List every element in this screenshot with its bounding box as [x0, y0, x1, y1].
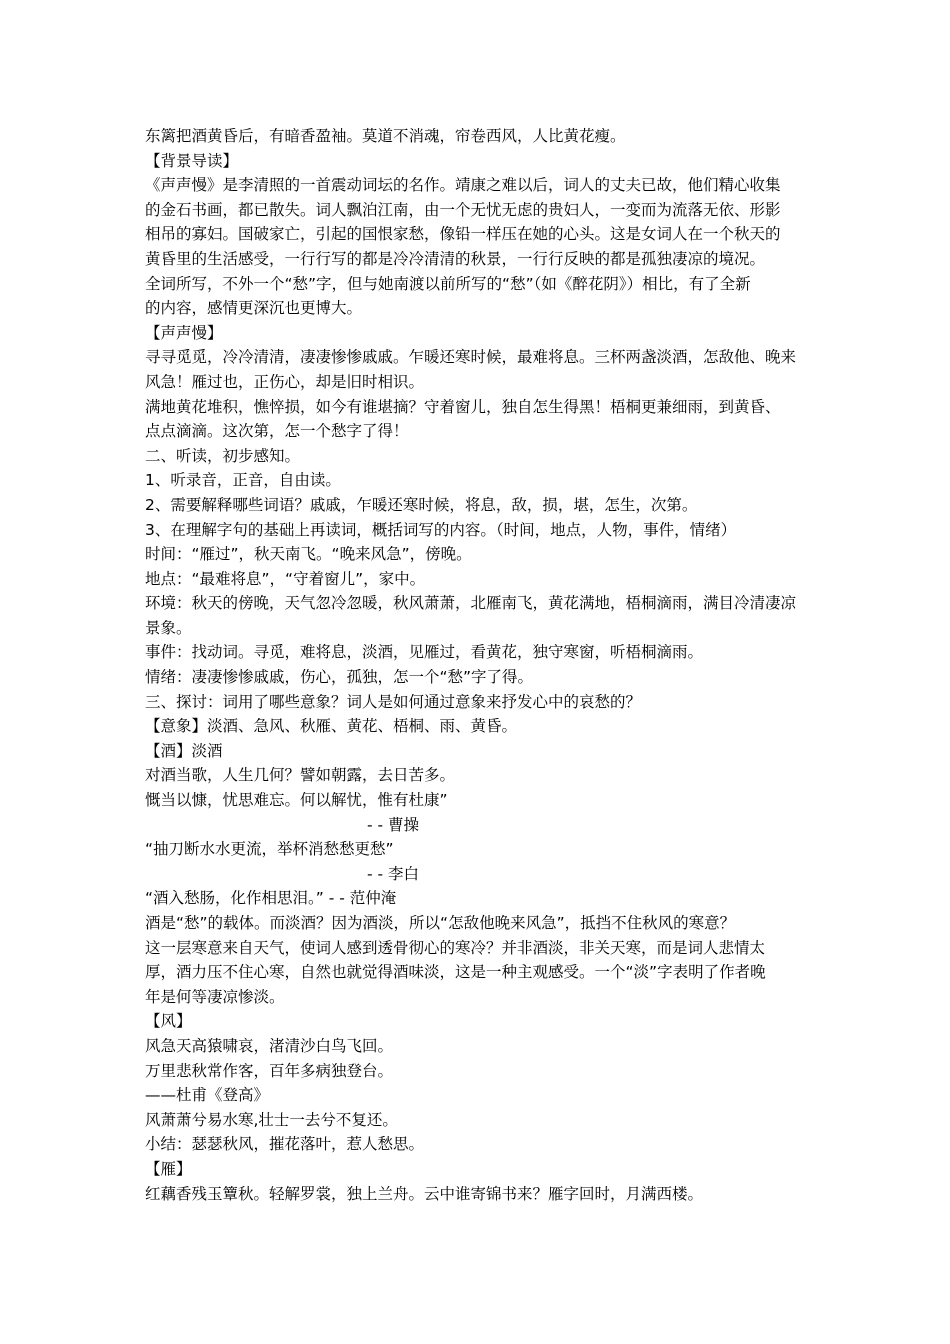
quote-line: 对酒当歌，人生几何？譬如朝露，去日苦多。: [145, 766, 456, 785]
subsection-heading-wind: 【风】: [145, 1012, 192, 1031]
paragraph-line: 全词所写，不外一个“愁”字，但与她南渡以前所写的“愁”（如《醉花阴》）相比，有了全新: [145, 274, 751, 293]
paragraph-line: 事件：找动词。寻觅，难将息，淡酒，见雁过，看黄花，独守寒窗，听梧桐滴雨。: [145, 643, 704, 662]
quote-line: “酒入愁肠，化作相思泪。” - - 范仲淹: [145, 889, 397, 908]
paragraph-line: 【意象】淡酒、急风、秋雁、黄花、梧桐、雨、黄昏。: [145, 717, 518, 736]
poem-line: 寻寻觅觅，冷冷清清，凄凄惨惨戚戚。乍暖还寒时候，最难将息。三杯两盏淡酒，怎敌他、晚来: [145, 348, 797, 367]
paragraph-line: 时间：“雁过”，秋天南飞。“晚来风急”，傍晚。: [145, 545, 472, 564]
paragraph-line: 相吊的寡妇。国破家亡，引起的国恨家愁，像铅一样压在她的心头。这是女词人在一个秋天的: [145, 225, 781, 244]
section-heading: 三、探讨：词用了哪些意象？词人是如何通过意象来抒发心中的哀愁的？: [145, 692, 642, 711]
poem-line: 点点滴滴。这次第，怎一个愁字了得！: [145, 422, 409, 441]
paragraph-line: 景象。: [145, 618, 192, 637]
quote-line: 红藕香残玉簟秋。轻解罗裳，独上兰舟。云中谁寄锦书来？雁字回时，月满西楼。: [145, 1184, 704, 1203]
quote-attribution: ——杜甫《登高》: [145, 1086, 270, 1105]
quote-line: 万里悲秋常作客，百年多病独登台。: [145, 1061, 394, 1080]
paragraph-line: 酒是“愁”的载体。而淡酒？因为酒淡，所以“怎敌他晚来风急”，抵挡不住秋风的寒意？: [145, 914, 736, 932]
section-heading-poem: 【声声慢】: [145, 323, 223, 342]
quote-attribution: - - 曹操: [367, 815, 420, 834]
list-item: 2、需要解释哪些词语？戚戚，乍暖还寒时候，将息，敌，损，堪，怎生，次第。: [145, 495, 698, 514]
paragraph-line: 地点：“最难将息”，“守着窗儿”，家中。: [145, 569, 426, 588]
quote-attribution: - - 李白: [367, 864, 420, 883]
section-heading-background: 【背景导读】: [145, 151, 239, 170]
quote-line: “抽刀断水水更流，举杯消愁愁更愁”: [145, 840, 394, 859]
paragraph-line: 这一层寒意来自天气，使词人感到透骨彻心的寒冷？并非酒淡，非关天寒，而是词人悲情太: [145, 938, 766, 957]
subsection-heading-wine: 【酒】淡酒: [145, 741, 223, 760]
paragraph-line: 厚，酒力压不住心寒，自然也就觉得酒味淡，这是一种主观感受。一个“淡”字表明了作者晚: [145, 963, 766, 982]
section-heading: 二、听读，初步感知。: [145, 446, 301, 465]
quote-line: 风急天高猿啸哀，渚清沙白鸟飞回。: [145, 1036, 394, 1055]
list-item: 1、听录音，正音，自由读。: [145, 471, 341, 490]
paragraph-line: 的内容，感情更深沉也更博大。: [145, 299, 363, 318]
poem-line: 满地黄花堆积，憔悴损，如今有谁堪摘？守着窗儿，独自怎生得黑！梧桐更兼细雨，到黄昏、: [145, 397, 781, 416]
quote-line: 慨当以慷，忧思难忘。何以解忧，惟有杜康”: [145, 791, 448, 810]
document-page: [145, 124, 810, 1206]
list-item: 3、在理解字句的基础上再读词，概括词写的内容。（时间，地点，人物，事件，情绪）: [145, 520, 737, 539]
paragraph-line: 环境：秋天的傍晚，天气忽冷忽暖，秋风萧萧，北雁南飞，黄花满地，梧桐滴雨，满目冷清凄凉: [145, 594, 797, 613]
poem-line: 风急！雁过也，正伤心，却是旧时相识。: [145, 372, 425, 391]
paragraph-line: 小结：瑟瑟秋风，摧花落叶，惹人愁思。: [145, 1135, 425, 1154]
paragraph-line: 黄昏里的生活感受，一行行写的都是冷冷清清的秋景，一行行反映的都是孤独凄凉的境况。: [145, 249, 766, 268]
quote-line: 风萧萧兮易水寒,壮士一去兮不复还。: [145, 1110, 398, 1129]
subsection-heading-goose: 【雁】: [145, 1159, 192, 1178]
poem-line: 东篱把酒黄昏后，有暗香盈袖。莫道不消魂，帘卷西风，人比黄花瘦。: [145, 127, 626, 145]
paragraph-line: 情绪：凄凄惨惨戚戚，伤心，孤独，怎一个“愁”字了得。: [145, 668, 534, 687]
paragraph-line: 年是何等凄凉惨淡。: [145, 987, 285, 1006]
paragraph-line: 《声声慢》是李清照的一首震动词坛的名作。靖康之难以后，词人的丈夫已故，他们精心收集: [145, 176, 781, 195]
paragraph-line: 的金石书画，都已散失。词人飘泊江南，由一个无忧无虑的贵妇人，一变而为流落无依、形影: [145, 200, 781, 219]
